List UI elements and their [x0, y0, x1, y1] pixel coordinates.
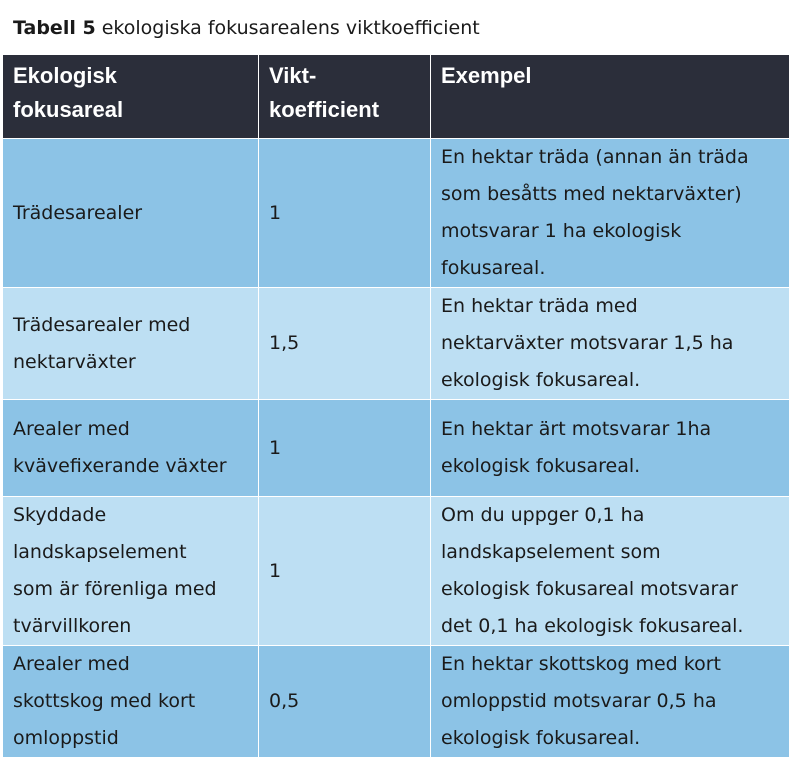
cell-line: Skyddade: [13, 504, 107, 526]
cell-line: tvärvillkoren: [13, 615, 132, 637]
cell-line: ekologisk fokusareal.: [441, 455, 641, 477]
cell-line: Om du uppger 0,1 ha: [441, 504, 645, 526]
caption-text: ekologiska fokusarealens viktkoefficient: [95, 17, 480, 39]
header-example: [431, 55, 790, 139]
cell-line: som är förenliga med: [13, 578, 217, 600]
cell-line: En hektar träda med: [441, 295, 638, 317]
cell-line: 1: [269, 436, 282, 459]
factor-cell: [259, 288, 431, 400]
area-cell: [3, 139, 259, 288]
cell-line: ekologisk fokusareal motsvarar: [441, 578, 738, 600]
cell-line: 1: [269, 559, 282, 582]
cell-line: nektarväxter motsvarar 1,5 ha: [441, 332, 734, 354]
cell-line: Trädesarealer: [13, 201, 143, 224]
example-cell: [431, 139, 790, 288]
area-cell: [3, 288, 259, 400]
area-cell: [3, 646, 259, 758]
table-row: [3, 400, 790, 497]
header-line: koefficient: [269, 97, 380, 122]
cell-line: landskapselement som: [441, 541, 661, 563]
header-line: fokusareal: [13, 97, 124, 122]
table-row: [3, 288, 790, 400]
cell-line: landskapselement: [13, 541, 187, 563]
table-caption: [13, 16, 480, 40]
cell-line: fokusareal.: [441, 257, 546, 279]
header-line: Vikt-: [269, 63, 317, 88]
header-line: Exempel: [441, 63, 532, 88]
factor-cell: [259, 400, 431, 497]
cell-line: kvävefixerande växter: [13, 455, 227, 477]
area-cell: [3, 497, 259, 646]
cell-line: 1,5: [269, 332, 300, 354]
factor-cell: [259, 646, 431, 758]
cell-line: nektarväxter: [13, 350, 136, 373]
cell-line: 0,5: [269, 690, 300, 712]
table-row: [3, 139, 790, 288]
cell-line: omloppstid: [13, 727, 119, 749]
header-line: Ekologisk: [13, 63, 117, 88]
weight-coefficient-table: [2, 54, 790, 758]
cell-line: En hektar träda (annan än träda: [441, 146, 749, 168]
example-cell: [431, 400, 790, 497]
cell-line: motsvarar 1 ha ekologisk: [441, 220, 682, 242]
cell-line: Arealer med: [13, 653, 130, 675]
factor-cell: [259, 139, 431, 288]
cell-line: det 0,1 ha ekologisk fokusareal.: [441, 615, 744, 637]
cell-line: ekologisk fokusareal.: [441, 727, 641, 749]
table-header-row: [3, 55, 790, 139]
example-cell: [431, 646, 790, 758]
example-cell: [431, 288, 790, 400]
cell-line: skottskog med kort: [13, 690, 196, 712]
factor-cell: [259, 497, 431, 646]
cell-line: Arealer med: [13, 418, 130, 440]
cell-line: ekologisk fokusareal.: [441, 369, 641, 391]
header-weight-coefficient: [259, 55, 431, 139]
cell-line: 1: [269, 201, 282, 224]
header-ecological-focus-area: [3, 55, 259, 139]
cell-line: omloppstid motsvarar 0,5 ha: [441, 690, 717, 712]
area-cell: [3, 400, 259, 497]
cell-line: Trädesarealer med: [13, 313, 191, 336]
table-row: [3, 497, 790, 646]
cell-line: En hektar ärt motsvarar 1ha: [441, 418, 712, 440]
caption-label: Tabell 5: [13, 17, 96, 39]
cell-line: En hektar skottskog med kort: [441, 653, 721, 675]
cell-line: som besåtts med nektarväxter): [441, 183, 742, 205]
table-row: [3, 646, 790, 758]
example-cell: [431, 497, 790, 646]
